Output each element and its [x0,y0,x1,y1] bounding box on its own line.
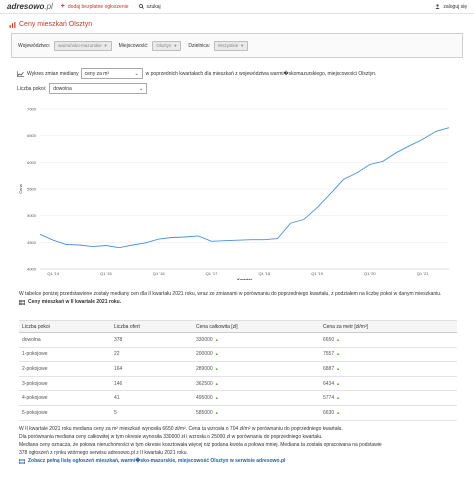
x-tick-label: Q1 '21 [416,271,429,276]
district-label: Dzielnica: [188,42,211,49]
cell-total-value: 289000 [196,365,213,372]
chart-suffix-text: w poprzednich kwartałach dla mieszkań z województwa warmi�skomazurskiego, miejscowości Olsztyn. [145,70,377,77]
cell-total [193,405,320,420]
x-tick-label: Q1 '17 [205,271,218,276]
x-tick-label: Q1 '18 [258,271,271,276]
table-row [19,376,457,391]
full-listing-link-text: Zobacz pełną listę ogłoszeń mieszkań, warmi�sko-mazurskie, miejscowość Olsztyn w serwisie adresowo.pl [28,458,286,464]
cell-per-m-value: 5774 [323,395,335,402]
description-text: W tabelce poniżej przedstawione zostały mediany cen dla II kwartału 2021 roku, wraz ze zmianami w porównaniu do poprzedniego kwartału, z podziałem na liczbę pokoi w danym mieszkaniu. [19,291,442,297]
trend-up-icon: ▲ [214,380,219,386]
y-tick-label: 5000 [27,213,36,219]
x-tick-label: Q1 '20 [364,271,376,276]
x-tick-label: Q1 '16 [152,271,165,276]
login-label: zaloguj się [443,3,467,10]
table-heading [19,298,459,306]
y-tick-label: 5500 [27,186,36,192]
col-total: Cena całkowita [zł] [193,321,320,333]
full-listing-link[interactable] [19,457,459,465]
chart-prefix-text: Wykres zmian mediany [27,70,79,77]
rooms-label: Liczba pokoi: [17,85,47,92]
price-chart [18,102,456,280]
cell-rooms-value: 1-pokojowe [22,351,48,358]
district-value: Wszystkie [218,43,239,48]
cell-offers-value: 41 [114,395,120,402]
cell-total-value: 495000 [196,395,213,402]
place-value: Olsztyn [156,43,172,48]
top-bar [0,0,474,14]
user-icon [435,4,440,9]
table-header-row [19,321,457,333]
cell-per-m-value: 6434 [323,380,335,387]
col-rooms: Liczba pokoi [19,321,111,333]
cell-per-m-value: 7557 [323,351,335,358]
voivodeship-select[interactable] [54,41,111,51]
cell-offers [111,405,193,420]
chevron-down-icon: ▼ [173,43,178,48]
summary-line-1: W II kwartale 2021 roku mediana ceny za m² mieszkań wynosiła 6650 zł/m². Cena ta wzrosła o 704 zł/m² w porównaniu do poprzedniego kwartału. [19,426,343,432]
y-axis-title: Cena [18,184,23,194]
chevron-down-icon: ▼ [103,43,108,48]
y-tick-label: 4500 [27,239,36,245]
cell-rooms [19,391,111,406]
cell-rooms [19,333,111,348]
cell-per-m-value: 6630 [323,409,335,416]
cell-offers [111,376,193,391]
table-row [19,391,457,406]
trend-up-icon: ▲ [336,336,341,342]
y-tick-label: 7000 [27,106,36,112]
table-row [19,405,457,420]
cell-per-m [320,347,457,362]
cell-total [193,391,320,406]
cell-total [193,333,320,348]
cell-per-m [320,376,457,391]
voivodeship-value: warmińsko-mazurskie [58,43,102,48]
cell-total-value: 362500 [196,380,213,387]
cell-offers-value: 5 [114,409,117,416]
cell-offers [111,391,193,406]
cell-rooms-value: 2-pokojowe [22,365,48,372]
chevron-down-icon: ⌄ [138,85,144,92]
cell-per-m-value: 6887 [323,365,335,372]
summary-line-3: Mediana ceny oznacza, że połowa nieruchomości w tym okresie kosztowała więcej niż podana kwota a połowa mniej. Mediana ta została opracowana na podstawie [19,442,382,448]
site-logo[interactable]: adresowo.pl [7,2,53,11]
table-heading-text: Ceny mieszkań w II kwartale 2021 roku. [28,299,122,305]
cell-rooms [19,405,111,420]
y-tick-label: 6500 [27,133,36,139]
cell-offers [111,362,193,377]
cell-total-value: 200000 [196,351,213,358]
cell-offers [111,347,193,362]
line-chart-icon [17,71,24,77]
y-tick-label: 6000 [27,159,36,165]
metric-value: ceny za m² [84,70,110,77]
add-listing-link[interactable] [61,4,129,10]
rooms-value: dowolna [53,85,72,92]
cell-rooms-value: dowolna [22,336,41,343]
price-table [19,320,457,421]
metric-select[interactable] [81,68,143,79]
cell-rooms [19,347,111,362]
cell-offers-value: 22 [114,351,120,358]
cell-rooms [19,376,111,391]
table-description [19,290,459,306]
add-listing-label: dodaj bezpłatne ogłoszenie [67,3,129,10]
summary-line-2: Dla porównania mediana ceny całkowitej w tym okresie wynosiła 330000 zł i wzrosła o 25000 zł w porównaniu do poprzedniego kwartału. [19,434,323,440]
x-tick-label: Q1 '15 [100,271,112,276]
x-tick-label: Q1 '14 [47,271,60,276]
trend-up-icon: ▲ [214,395,219,401]
cell-offers-value: 146 [114,380,123,387]
table-row [19,347,457,362]
rooms-select[interactable] [49,83,147,94]
search-icon [139,4,144,9]
cell-offers-value: 164 [114,365,123,372]
cell-per-m-value: 6650 [323,336,335,343]
search-label: szukaj [146,3,161,10]
table-row [19,333,457,348]
series-line [40,128,449,248]
cell-per-m [320,362,457,377]
table-row [19,362,457,377]
place-select[interactable] [152,41,181,51]
bar-chart-icon [9,22,16,28]
col-offers: Liczba ofert [111,321,193,333]
trend-up-icon: ▲ [336,409,341,415]
trend-up-icon: ▲ [214,365,219,371]
trend-up-icon: ▲ [336,395,341,401]
plus-icon: + [60,3,65,10]
summary-line-4: 378 ogłoszeń z rynku wtórnego serwisu adresowo.pl z II kwartału 2021 roku. [19,450,188,456]
search-link[interactable] [139,4,161,10]
trend-up-icon: ▲ [214,336,219,342]
y-tick-label: 4000 [27,266,36,272]
trend-up-icon: ▲ [214,351,219,357]
cell-rooms-value: 3-pokojowe [22,380,48,387]
page-title-text: Ceny mieszkań Olsztyn [19,21,93,28]
cell-per-m [320,391,457,406]
table-icon [19,300,25,305]
location-filters [11,33,463,58]
page-title [0,14,474,28]
chart-metric-row [0,68,474,79]
cell-total [193,376,320,391]
rooms-row [0,83,474,94]
x-tick-label: Q1 '19 [311,271,323,276]
cell-per-m [320,405,457,420]
cell-total [193,347,320,362]
trend-up-icon: ▲ [336,380,341,386]
chevron-down-icon: ⌄ [134,70,139,77]
cell-total [193,362,320,377]
trend-up-icon: ▲ [336,351,341,357]
cell-total-value: 585000 [196,409,213,416]
cell-rooms [19,362,111,377]
cell-offers [111,333,193,348]
district-select[interactable] [214,41,248,51]
chevron-down-icon: ▼ [240,43,245,48]
list-icon [19,459,25,464]
cell-offers-value: 378 [114,336,123,343]
summary [19,425,459,465]
trend-up-icon: ▲ [336,365,341,371]
cell-rooms-value: 5-pokojowe [22,409,48,416]
place-label: Miejscowość: [118,42,149,49]
col-per-m: Cena za metr [zł/m²] [320,321,457,333]
cell-total-value: 330000 [196,336,213,343]
x-axis-title: Kwartał [237,277,252,280]
cell-rooms-value: 4-pokojowe [22,395,48,402]
login-link[interactable] [435,4,467,10]
voivodeship-label: Województwo: [18,42,51,49]
trend-up-icon: ▲ [214,409,219,415]
cell-per-m [320,333,457,348]
